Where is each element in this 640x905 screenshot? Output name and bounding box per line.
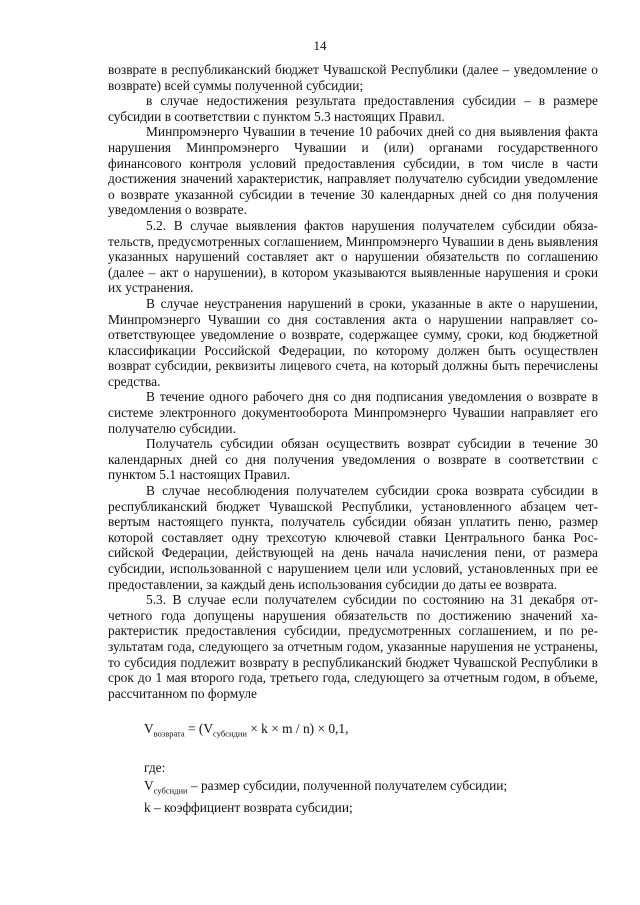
paragraph-2: в случае недостижения результата предоставления субсидии – в размере субсидии в соответствии с пунктом 5.3 настоящих Правил.	[108, 93, 598, 124]
formula-rest: × k × m / n) × 0,1,	[246, 721, 349, 737]
definition-text: – размер субсидии, полученной получателем субсидии;	[187, 777, 508, 793]
formula	[144, 721, 598, 742]
paragraph-9: 5.3. В случае если получателем субсидии по состоянию на 31 декабря отчетного года допущены нарушения обязательств по достижению значений характеристик предоставления субсидии, предусмотренных соглашением, и по результатам года, следующего за отчетным годом, указанные нарушения не устранены, то субсидия подлежит возврату в республиканский бюджет Чувашской Республики в срок до 1 мая второго года, третьего года, следующего за отчетным годом, в объеме, рассчитанном по формуле	[108, 592, 598, 701]
formula-lhs-subscript: возврата	[153, 729, 185, 740]
paragraph-8: В случае несоблюдения получателем субсидии срока возврата субсидии в республиканский бюджет Чувашской Республики, установленного абзацем четвертым настоящего пункта, получатель субсидии обязан уплатить пеню, размер которой составляет одну трехсотую ключевой ставки Центрального банка Российской Федерации, действующей на день начала начисления пени, от размера субсидии, использованной с нарушением цели или условий, установленных при ее предоставлении, за каждый день использования субсидии до даты ее возврата.	[108, 483, 598, 592]
paragraph-5: В случае неустранения нарушений в сроки, указанные в акте о нарушении, Минпромэнерго Чувашии со дня составления акта о нарушении направляет соответствующее уведомление о возврате, содержащее сумму, сроки, код бюджетной классификации Российской Федерации, по которому должен быть осуществлен возврат субсидии, реквизиты лицевого счета, на который должны быть перечислены средства.	[108, 295, 598, 389]
paragraph-4: 5.2. В случае выявления фактов нарушения получателем субсидии обязательств, предусмотренных соглашением, Минпромэнерго Чувашии в день выявления указанных нарушений составляет акт о нарушении обязательств по соглашению (далее – акт о нарушении), в котором указываются выявленные нарушения и сроки их устранения.	[108, 217, 598, 296]
paragraph-3: Минпромэнерго Чувашии в течение 10 рабочих дней со дня выявления факта нарушения Минпромэнерго Чувашии и (или) органами государственного финансового контроля условий предоставления субсидии, в том числе в части достижения значений характеристик, направляет получателю субсидии уведомление о возврате указанной субсидии в течение 30 календарных дней со дня получения уведомления о возврате.	[108, 124, 598, 218]
definition-subscript: субсидии	[153, 785, 188, 796]
formula-v-subscript: субсидии	[213, 729, 247, 740]
paragraph-6: В течение одного рабочего дня со дня подписания уведомления о возврате в системе электронного документооборота Минпромэнерго Чувашии направляет его получателю субсидии.	[108, 389, 598, 436]
definition-k	[144, 800, 598, 816]
definition-text: – коэффициент возврата субсидии;	[150, 799, 353, 815]
paragraph-7: Получатель субсидии обязан осуществить возврат субсидии в течение 30 календарных дней со дня получения уведомления о возврате в соответствии с пунктом 5.1 настоящих Правил.	[108, 436, 598, 483]
document-body	[108, 62, 598, 815]
paragraph-1: возврате в республиканский бюджет Чувашской Республики (далее – уведомление о возврате) всей суммы полученной субсидии;	[108, 62, 598, 93]
formula-eq-open: = (V	[184, 721, 214, 737]
definition-symbol: V	[144, 777, 154, 793]
formula-lhs-symbol: V	[144, 721, 154, 737]
page-number: 14	[313, 38, 327, 53]
definition-symbol: k	[144, 799, 151, 815]
definition-v-subsidy	[144, 778, 598, 799]
where-label: где:	[144, 760, 166, 776]
